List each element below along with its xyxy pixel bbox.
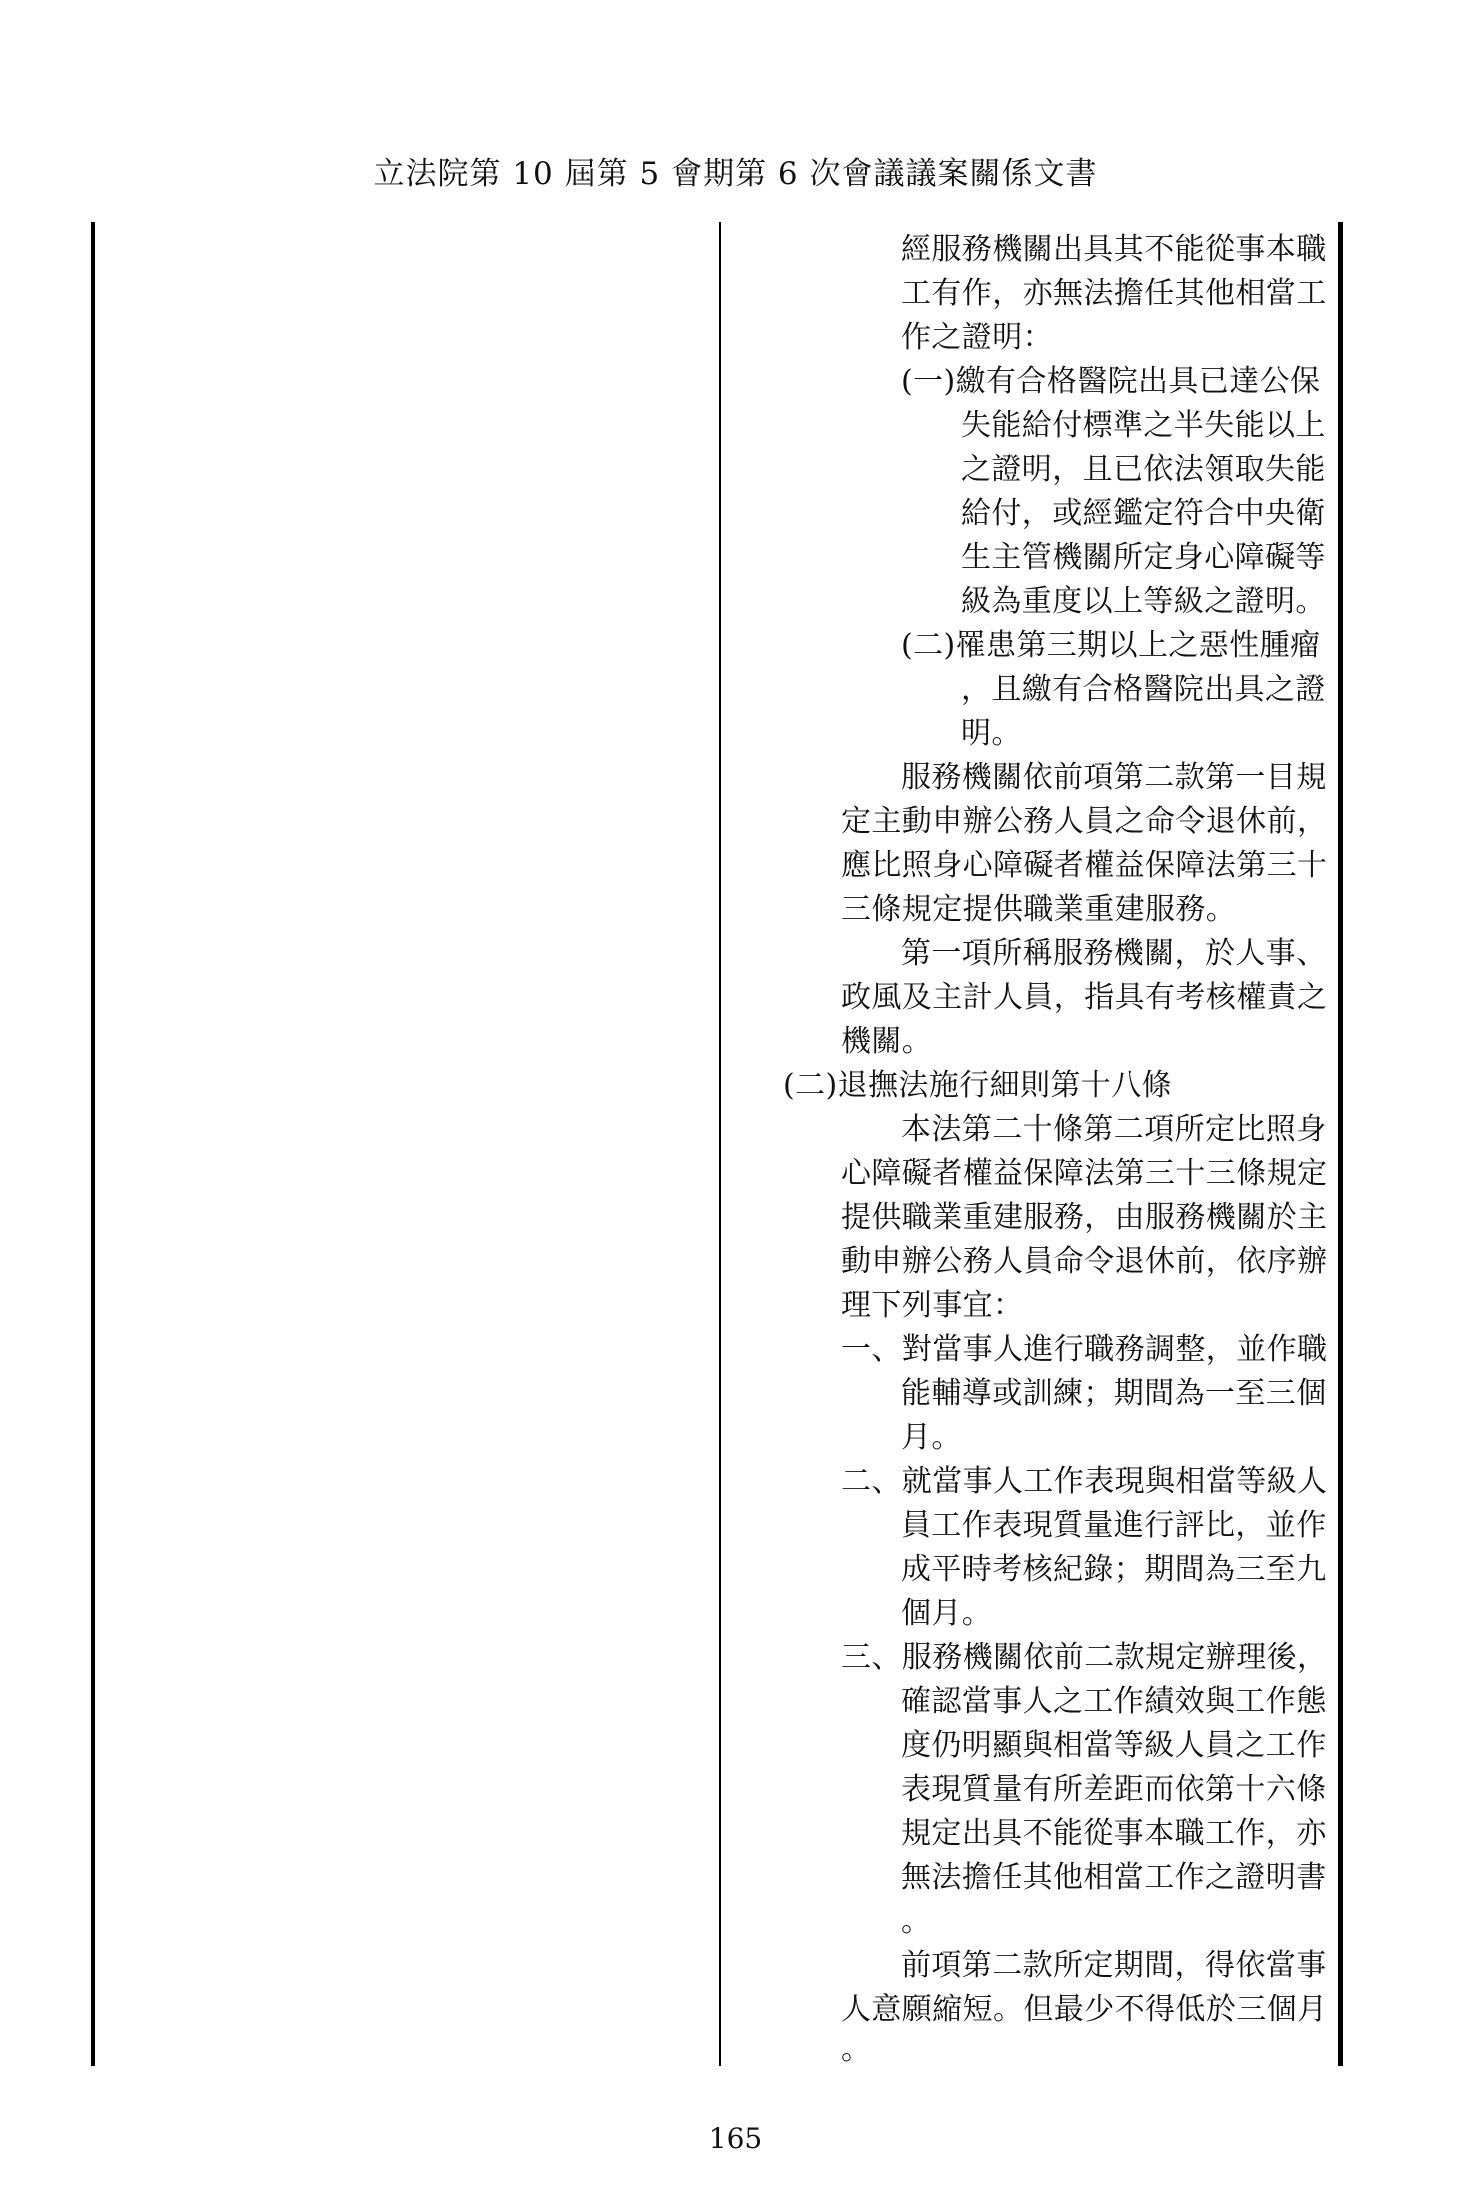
text-line: 作之證明： [901, 320, 1053, 355]
text-line: 給付，或經鑑定符合中央衛 [961, 496, 1326, 531]
text-line: 。 [841, 2032, 872, 2067]
text-line: 能輔導或訓練；期間為一至三個 [901, 1376, 1327, 1411]
text-line: 經服務機關出具其不能從事本職 [901, 232, 1327, 267]
text-line: 之證明，且已依法領取失能 [961, 452, 1326, 487]
section-heading: (二)退撫法施行細則第十八條 [783, 1068, 1173, 1103]
text-line: 表現質量有所差距而依第十六條 [901, 1772, 1327, 1807]
text-line: 度仍明顯與相當等級人員之工作 [901, 1728, 1327, 1763]
page-number: 165 [708, 2122, 763, 2155]
text-line: 三條規定提供職業重建服務。 [841, 892, 1237, 927]
text-line: 人意願縮短。但最少不得低於三個月 [841, 1992, 1328, 2027]
table-middle-divider [719, 222, 721, 2066]
text-line: 一、對當事人進行職務調整，並作職 [841, 1332, 1328, 1367]
text-line: (二)罹患第三期以上之惡性腫瘤 [901, 628, 1321, 663]
text-line: 失能給付標準之半失能以上 [961, 408, 1326, 443]
text-line: 規定出具不能從事本職工作，亦 [901, 1816, 1327, 1851]
text-line: 確認當事人之工作績效與工作態 [901, 1684, 1327, 1719]
text-line: 三、服務機關依前二款規定辦理後， [841, 1640, 1328, 1675]
text-line: 員工作表現質量進行評比，並作 [901, 1508, 1327, 1543]
text-line: 本法第二十條第二項所定比照身 [901, 1112, 1327, 1147]
text-line: 心障礙者權益保障法第三十三條規定 [841, 1156, 1328, 1191]
text-line: 生主管機關所定身心障礙等 [961, 540, 1326, 575]
text-line: 級為重度以上等級之證明。 [961, 584, 1326, 619]
text-line: 無法擔任其他相當工作之證明書 [901, 1860, 1327, 1895]
text-line: 二、就當事人工作表現與相當等級人 [841, 1464, 1328, 1499]
text-line: 明。 [961, 716, 1022, 751]
text-line: 應比照身心障礙者權益保障法第三十 [841, 848, 1328, 883]
text-line: 機關。 [841, 1024, 933, 1059]
text-line: 前項第二款所定期間，得依當事 [901, 1948, 1327, 1983]
page-header: 立法院第 10 屆第 5 會期第 6 次會議議案關係文書 [373, 156, 1098, 192]
text-line: 提供職業重建服務，由服務機關於主 [841, 1200, 1328, 1235]
left-column [95, 222, 719, 2066]
text-line: 定主動申辦公務人員之命令退休前， [841, 804, 1328, 839]
text-line: 理下列事宜： [841, 1288, 1024, 1323]
table-right-border [1338, 222, 1343, 2066]
text-line: 成平時考核紀錄；期間為三至九 [901, 1552, 1327, 1587]
text-line: 政風及主計人員，指具有考核權責之 [841, 980, 1328, 1015]
text-line: 工有作，亦無法擔任其他相當工 [901, 276, 1327, 311]
text-line: 動申辦公務人員命令退休前，依序辦 [841, 1244, 1328, 1279]
text-line: 個月。 [901, 1596, 993, 1631]
text-line: 。 [901, 1904, 932, 1939]
text-line: 第一項所稱服務機關，於人事、 [901, 936, 1327, 971]
text-line: 服務機關依前項第二款第一目規 [901, 760, 1327, 795]
text-line: 月。 [901, 1420, 962, 1455]
text-line: ，且繳有合格醫院出具之證 [961, 672, 1326, 707]
text-line: (一)繳有合格醫院出具已達公保 [901, 364, 1321, 399]
comparison-table [91, 222, 1343, 2066]
